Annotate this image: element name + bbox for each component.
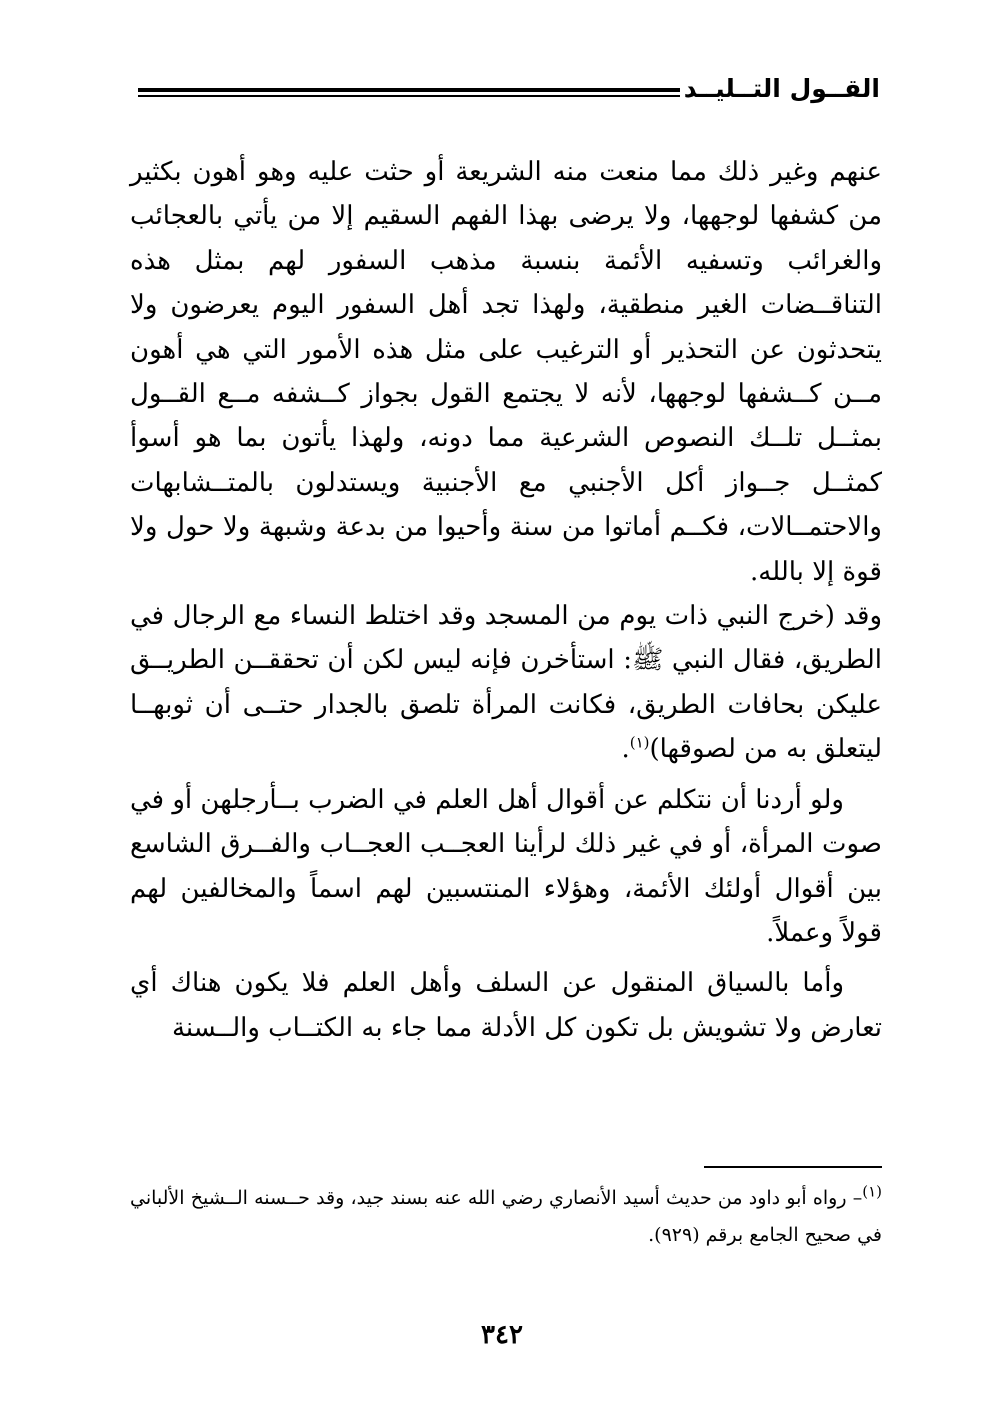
- paragraph-4-text: وأما بالسياق المنقول عن السلف وأهل العلم فلا يكون هناك أي تعارض ولا تشويش بل تكون كل الأدلة مما جاء به الكتــاب والــسنة: [130, 968, 882, 1043]
- footnote-text: – رواه أبو داود من حديث أسيد الأنصاري رضي الله عنه بسند جيد، وقد حــسنه الــشيخ الألباني في صحيح الجامع برقم (٩٢٩).: [130, 1187, 882, 1246]
- main-text: [130, 150, 882, 1050]
- paragraph-2: [130, 594, 882, 772]
- paragraph-2-text: وقد (خرج النبي ذات يوم من المسجد وقد اختلط النساء مع الرجال في الطريق، فقال النبي ﷺ: استأخرن فإنه ليس لكن أن تحققــن الطريــق عليكن بحافات الطريق، فكانت المرأة تلصق بالجدار حتــى أن ثوبهــا ليتعلق به من لصوقها): [130, 601, 882, 765]
- running-header: [128, 70, 880, 110]
- paragraph-4: [130, 961, 882, 1050]
- paragraph-2-period: .: [621, 734, 630, 765]
- paragraph-3: [130, 778, 882, 956]
- footnote-separator: [704, 1166, 882, 1168]
- paragraph-3-text: ولو أردنا أن نتكلم عن أقوال أهل العلم في الضرب بــأرجلهن أو في صوت المرأة، أو في غير ذلك لرأينا العجــب العجــاب والفــرق الشاسع بين أقوال أولئك الأئمة، وهؤلاء المنتسبين لهم اسماً والمخالفين لهم قولاً وعملاً.: [130, 784, 882, 948]
- header-double-rule: [138, 88, 680, 92]
- book-title: القــول التــليــد: [683, 74, 880, 103]
- footnote-reference[interactable]: (١): [629, 733, 650, 752]
- paragraph-1: [130, 150, 882, 594]
- page-number: ٣٤٢: [481, 1320, 523, 1350]
- paragraph-1-text: عنهم وغير ذلك مما منعت منه الشريعة أو حثت عليه وهو أهون بكثير من كشفها لوجهها، ولا يرضى بهذا الفهم السقيم إلا من يأتي بالعجائب والغرائب وتسفيه الأئمة بنسبة مذهب السفور لهم بمثل هذه التناقــضات الغير منطقية، ولهذا تجد أهل السفور اليوم يعرضون ولا يتحدثون عن التحذير أو الترغيب على مثل هذه الأمور التي هي أهون مــن كــشفها لوجهها، لأنه لا يجتمع القول بجواز كــشفه مــع القــول بمثــل تلــك النصوص الشرعية مما دونه، ولهذا يأتون بما هو أسوأ كمثــل جــواز أكل الأجنبي مع الأجنبية ويستدلون بالمتــشابهات والاحتمــالات، فكــم أماتوا من سنة وأحيوا من بدعة وشبهة ولا حول ولا قوة إلا بالله.: [130, 157, 882, 587]
- footnote-marker: (١): [862, 1182, 882, 1201]
- footnote: [130, 1180, 882, 1254]
